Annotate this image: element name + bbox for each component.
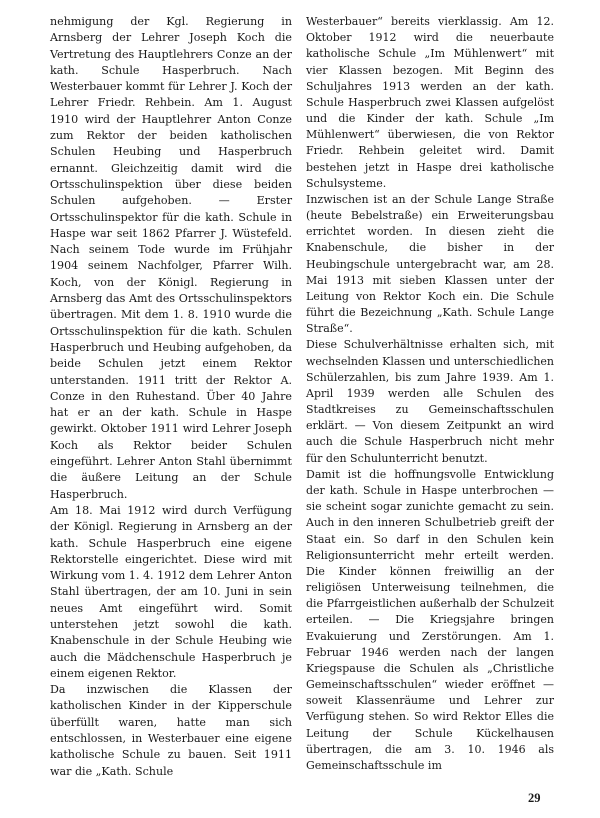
page-number: 29: [528, 791, 541, 805]
paragraph: Diese Schulverhältnisse erhalten sich, mit wechselnden Klassen und unterschiedlichen Schülerzahlen, bis zum Jahre 1939. Am 1. April 1939 werden alle Schulen des Stadtkreises zu Gemeinschaftsschulen erklärt. — Von diesem Zeitpunkt an wird auch die Schule Hasperbruch nicht mehr für den Schulunterricht benutzt.: [306, 338, 554, 465]
paragraph: Westerbauer“ bereits vierklassig. Am 12. Oktober 1912 wird die neuerbaute katholische Schule „Im Mühlenwert“ mit vier Klassen bezogen. Mit Beginn des Schuljahres 1913 werden an der kath. Schule Hasperbruch zwei Klassen aufgelöst und die Kinder der kath. Schule „Im Mühlenwert“ überwiesen, die von Rektor Friedr. Rehbein geleitet wird. Damit bestehen jetzt in Haspe drei katholische Schulsysteme.: [306, 15, 554, 190]
left-column: [50, 14, 292, 780]
paragraph: Am 18. Mai 1912 wird durch Verfügung der Königl. Regierung in Arnsberg an der kath. Schule Hasperbruch eine eigene Rektorstelle eingerichtet. Diese wird mit Wirkung vom 1. 4. 1912 dem Lehrer Anton Stahl übertragen, der am 10. Juni in sein neues Amt eingeführt wird. Somit unterstehen jetzt sowohl die kath. Knabenschule in der Schule Heubing wie auch die Mädchenschule Hasperbruch je einem eigenen Rektor.: [50, 503, 292, 680]
right-column: [306, 14, 554, 774]
paragraph: Inzwischen ist an der Schule Lange Straße (heute Bebelstraße) ein Erweiterungsbau errichtet worden. In diesen zieht die Knabenschule, die bisher in der Heubingschule untergebracht war, am 28. Mai 1913 mit sieben Klassen unter der Leitung von Rektor Koch ein. Die Schule führt die Bezeichnung „Kath. Schule Lange Straße“.: [306, 192, 554, 336]
paragraph: nehmigung der Kgl. Regierung in Arnsberg der Lehrer Joseph Koch die Vertretung des Hauptlehrers Conze an der kath. Schule Hasperbruch. Nach Westerbauer kommt für Lehrer J. Koch der Lehrer Friedr. Rehbein. Am 1. August 1910 wird der Hauptlehrer Anton Conze zum Rektor der beiden katholischen Schulen Heubing und Hasperbruch ernannt. Gleichzeitig damit wird die Ortsschulinspektion über diese beiden Schulen aufgehoben. — Erster Ortsschulinspektor für die kath. Schule in Haspe war seit 1862 Pfarrer J. Wüstefeld. Nach seinem Tode wurde im Frühjahr 1904 seinem Nachfolger, Pfarrer Wilh. Koch, von der Königl. Regierung in Arnsberg das Amt des Ortsschulinspektors übertragen. Mit dem 1. 8. 1910 wurde die Ortsschulinspektion für die kath. Schulen Hasperbruch und Heubing aufgehoben, da beide Schulen jetzt einem Rektor unterstanden. 1911 tritt der Rektor A. Conze in den Ruhestand. Über 40 Jahre hat er an der kath. Schule in Haspe gewirkt. Oktober 1911 wird Lehrer Joseph Koch als Rektor beider Schulen eingeführt. Lehrer Anton Stahl übernimmt die äußere Leitung an der Schule Hasperbruch.: [50, 15, 292, 501]
paragraph: Da inzwischen die Klassen der katholischen Kinder in der Kipperschule überfüllt waren, hatte man sich entschlossen, in Westerbauer eine eigene katholische Schule zu bauen. Seit 1911 war die „Kath. Schule: [50, 683, 292, 778]
paragraph: Damit ist die hoffnungsvolle Entwicklung der kath. Schule in Haspe unterbrochen — sie scheint sogar zunichte gemacht zu sein. Auch in den inneren Schulbetrieb greift der Staat ein. So darf in den Schulen kein Religionsunterricht mehr erteilt werden. Die Kinder können freiwillig an der religiösen Unterweisung teilnehmen, die die Pfarrgeistlichen außerhalb der Schulzeit erteilen. — Die Kriegsjahre bringen Evakuierung und Zerstörungen. Am 1. Februar 1946 werden nach der langen Kriegspause die Schulen als „Christliche Gemeinschaftsschulen“ wieder eröffnet — soweit Klassenräume und Lehrer zur Verfügung stehen. So wird Rektor Elles die Leitung der Schule Kückelhausen übertragen, die am 3. 10. 1946 als Gemeinschaftsschule im: [306, 467, 555, 772]
